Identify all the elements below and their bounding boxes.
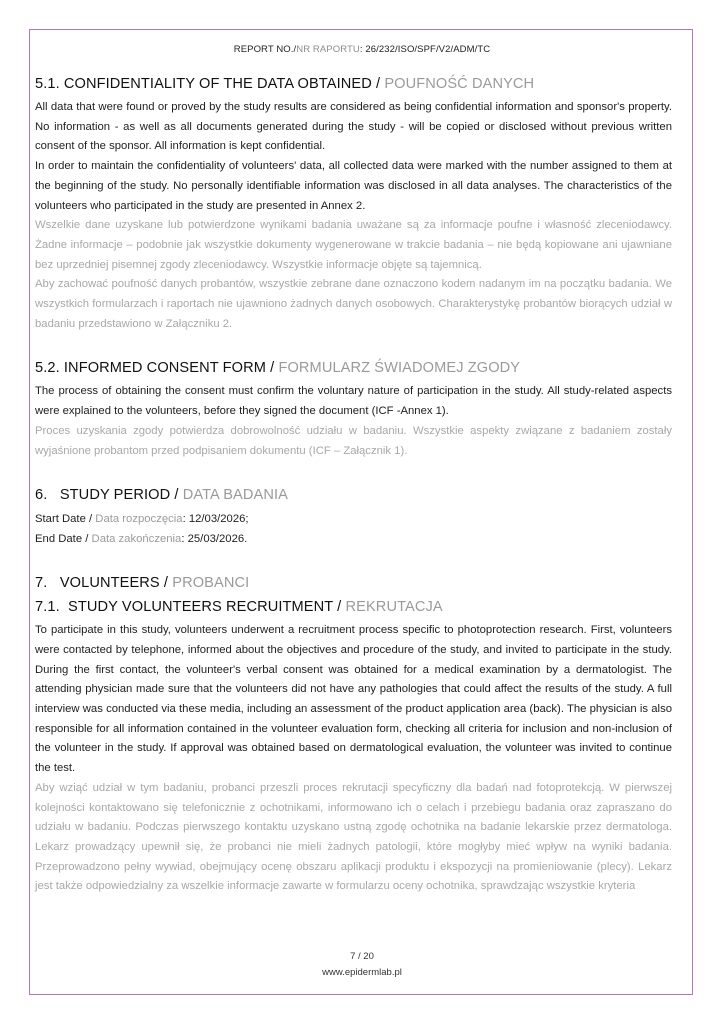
paragraph-en: All data that were found or proved by the study results are considered as being confidential information and sponsor's property. No information - as well as all documents generated during the study - will be copied or disclosed without previous written consent of the sponsor. All information is kept confidential. bbox=[35, 101, 672, 153]
paragraph-pl: Wszelkie dane uzyskane lub potwierdzone wynikami badania uważane są za informacje poufne i własność zleceniodawcy. Żadne informacje – podobnie jak wszystkie dokumenty wygenerowane w trakcie badania – nie będą kopiowane ani ujawniane bez uprzedniej pisemnej zgody zleceniodawcy. Wszystkie informacje objęte są tajemnicą. bbox=[35, 219, 672, 271]
section-7-heading bbox=[35, 573, 672, 593]
section-heading-pl: FORMULARZ ŚWIADOMEJ ZGODY bbox=[278, 360, 521, 377]
section-heading-en: 7. VOLUNTEERS / bbox=[35, 575, 173, 592]
end-date-label-pl: Data zakończenia bbox=[91, 533, 182, 546]
start-date-value: : 12/03/2026; bbox=[182, 513, 249, 526]
paragraph-pl: Aby zachować poufność danych probantów, wszystkie zebrane dane oznaczono kodem nadanym im na początku badania. We wszystkich formularzach i raportach nie ujawniono żadnych danych osobowych. Charakterystykę probantów biorących udział w badaniu przedstawiono w Załączniku 2. bbox=[35, 278, 672, 330]
section-heading-en: 5.1. CONFIDENTIALITY OF THE DATA OBTAINED / bbox=[35, 76, 385, 92]
section-heading-pl: PROBANCI bbox=[172, 575, 250, 592]
report-number-label-pl: NR RAPORTU bbox=[296, 44, 360, 55]
paragraph-en: In order to maintain the confidentiality of volunteers' data, all collected data were marked with the number assigned to them at the beginning of the study. No personally identifiable information was disclosed in all data analyses. The characteristics of the volunteers who participated in the study are presented in Annex 2. bbox=[35, 160, 672, 212]
page-number: 7 / 20 bbox=[350, 951, 374, 962]
end-date-value: : 25/03/2026. bbox=[181, 533, 248, 546]
section-5-1-heading bbox=[35, 74, 672, 94]
paragraph-en: The process of obtaining the consent must confirm the voluntary nature of participation in the study. All study-related aspects were explained to the volunteers, before they signed the document (ICF -Annex 1). bbox=[35, 385, 672, 418]
paragraph-pl: Proces uzyskania zgody potwierdza dobrowolność udziału w badaniu. Wszystkie aspekty związane z badaniem zostały wyjaśnione probantom przed podpisaniem dokumentu (ICF – Załącznik 1). bbox=[35, 424, 672, 457]
paragraph-pl: Aby wziąć udział w tym badaniu, probanci przeszli proces rekrutacji specyficzny dla badań nad fotoprotekcją. W pierwszej kolejności kontaktowano się telefonicznie z ochotnikami, informowano ich o celach i przebiegu badania oraz zapraszano do udziału w badaniu. Podczas pierwszego kontaktu uzyskano ustną zgodę ochotnika na badanie lekarskie przez dermatologa. Lekarz prowadzący upewnił się, że probanci nie mieli żadnych patologii, które mogłyby mieć wpływ na wyniki badania. Przeprowadzono pełny wywiad, obejmujący ocenę obszaru aplikacji produktu i ekspozycji na promieniowanie (plecy). Lekarz jest także odpowiedzialny za wszelkie informacje zawarte w formularzu oceny ochotnika, sprawdzając wszystkie kryteria bbox=[35, 781, 672, 893]
end-date-line bbox=[35, 529, 672, 549]
report-number-value: : 26/232/ISO/SPF/V2/ADM/TC bbox=[359, 44, 491, 55]
paragraph-en: To participate in this study, volunteers underwent a recruitment process specific to photoprotection research. First, volunteers were contacted by telephone, informed about the objectives and procedure of the study, and invited to participate in the study. During the first contact, the volunteer's verbal consent was obtained for a medical examination by a dermatologist. The attending physician made sure that the volunteers did not have any pathologies that could affect the results of the study. A full interview was conducted via these media, including an assessment of the product application area (back). The physician is also responsible for all information contained in the volunteer evaluation form, checking all criteria for inclusion and non-inclusion of the volunteer in the study. If approval was obtained based on dermatological evaluation, the volunteer was invited to continue the test. bbox=[35, 624, 672, 775]
website-url: www.epidermlab.pl bbox=[322, 967, 402, 978]
section-heading-pl: DATA BADANIA bbox=[182, 487, 288, 504]
report-number-label-en: REPORT NO./ bbox=[233, 44, 297, 55]
report-number-header bbox=[0, 44, 724, 55]
start-date-label-en: Start Date / bbox=[35, 513, 96, 526]
section-heading-en: 5.2. INFORMED CONSENT FORM / bbox=[35, 360, 279, 377]
section-6-heading bbox=[35, 485, 672, 505]
section-heading-pl: POUFNOŚĆ DANYCH bbox=[384, 76, 535, 92]
section-5-2-heading bbox=[35, 358, 672, 378]
start-date-label-pl: Data rozpoczęcia bbox=[95, 513, 183, 526]
section-heading-en: 7.1. STUDY VOLUNTEERS RECRUITMENT / bbox=[35, 599, 346, 616]
section-heading-pl: REKRUTACJA bbox=[345, 599, 443, 616]
end-date-label-en: End Date / bbox=[35, 533, 92, 546]
start-date-line bbox=[35, 509, 672, 529]
page-content bbox=[35, 74, 672, 897]
section-heading-en: 6. STUDY PERIOD / bbox=[35, 487, 183, 504]
section-7-1-heading bbox=[35, 597, 672, 617]
